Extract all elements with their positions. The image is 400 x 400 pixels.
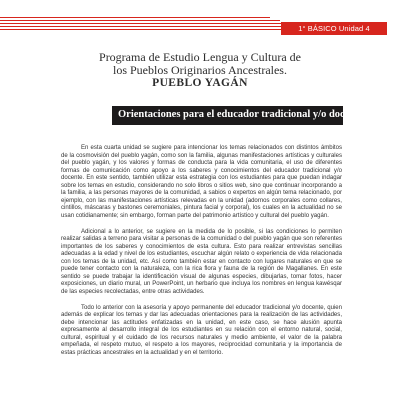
header-stripe xyxy=(0,26,300,27)
header-stripe xyxy=(0,20,280,21)
section-title: Orientaciones para el educador tradicional y/o docente xyxy=(118,109,364,120)
program-title-line2: los Pueblos Originarios Ancestrales. xyxy=(113,63,287,77)
program-title-line1: Programa de Estudio Lengua y Cultura de xyxy=(99,50,301,64)
body-text xyxy=(61,145,342,366)
header-stripe xyxy=(0,17,270,18)
header-stripe xyxy=(0,23,290,24)
program-title-people: PUEBLO YAGÁN xyxy=(152,77,248,89)
unit-tab: 1° BÁSICO Unidad 4 xyxy=(281,22,387,35)
paragraph: Todo lo anterior con la asesoría y apoyo permanente del educador tradicional y/o docente, quien además de explicar los temas y dar las adecuadas orientaciones para la realización de las actividades, debe intencionar las actitudes enfatizadas en la unidad, en este caso, se hace alusión apunta expresamente al desarrollo integral de los estudiantes en su relación con el entorno natural, social, cultural, espiritual y el cuidado de los recursos naturales y medio ambiente, el valor de la palabra empeñada, el respeto mutuo, el respeto a los mayores, reciprocidad comunitaria y la importancia de estas prácticas ancestrales en la actualidad y en el territorio. xyxy=(61,304,342,356)
header-stripe xyxy=(0,29,305,30)
paragraph: Adicional a lo anterior, se sugiere en la medida de lo posible, si las condiciones lo permiten realizar salidas a terreno para visitar a personas de la comunidad o del pueblo yagán que son referentes importantes de los saberes y conocimientos de esta cultura. Esto para realizar entrevistas sencillas adecuadas a la edad y nivel de los estudiantes, escuchar algún relato o experiencia de vida relacionada con los temas de la unidad, etc. Así como también estar en contacto con lugares naturales en que se puede tener contacto con la naturaleza, con la rica flora y fauna de la región de Magallanes. En este sentido se puede trabajar la identificación visual de algunas especies, dibujarlas, tomar fotos, hacer exposiciones, un diario mural, un PowerPoint, un herbario que incluya los nombres en lengua kawésqar de las especies recolectadas, entre otras actividades. xyxy=(61,228,342,295)
paragraph: En esta cuarta unidad se sugiere para intencionar los temas relacionados con distintos ámbitos de la cosmovisión del pueblo yagán, como son la familia, algunas manifestaciones artísticas y culturales del pueblo yagán, y los valores y formas de conducta para la vida comunitaria, el uso de diferentes formas de comunicación como apoyo a los saberes y conocimientos del educador tradicional y/o docente. En este sentido, también utilizar esta estrategia con los estudiantes para que puedan indagar sobre los temas en estudio, considerando no solo libros o sitios web, sino que continuar incorporando a la familia, a las personas mayores de la comunidad, a sabios o expertos en algún tema relacionado, por ejemplo, con las manifestaciones artísticas relevadas en la unidad (adornos corporales como collares, cintillos, máscaras y bastones ceremoniales, pintura facial y corporal), los cuales en la actualidad no se usan cotidianamente; sin embargo, forman parte del patrimonio artístico y cultural del pueblo yagán. xyxy=(61,145,342,219)
program-title xyxy=(0,51,400,90)
